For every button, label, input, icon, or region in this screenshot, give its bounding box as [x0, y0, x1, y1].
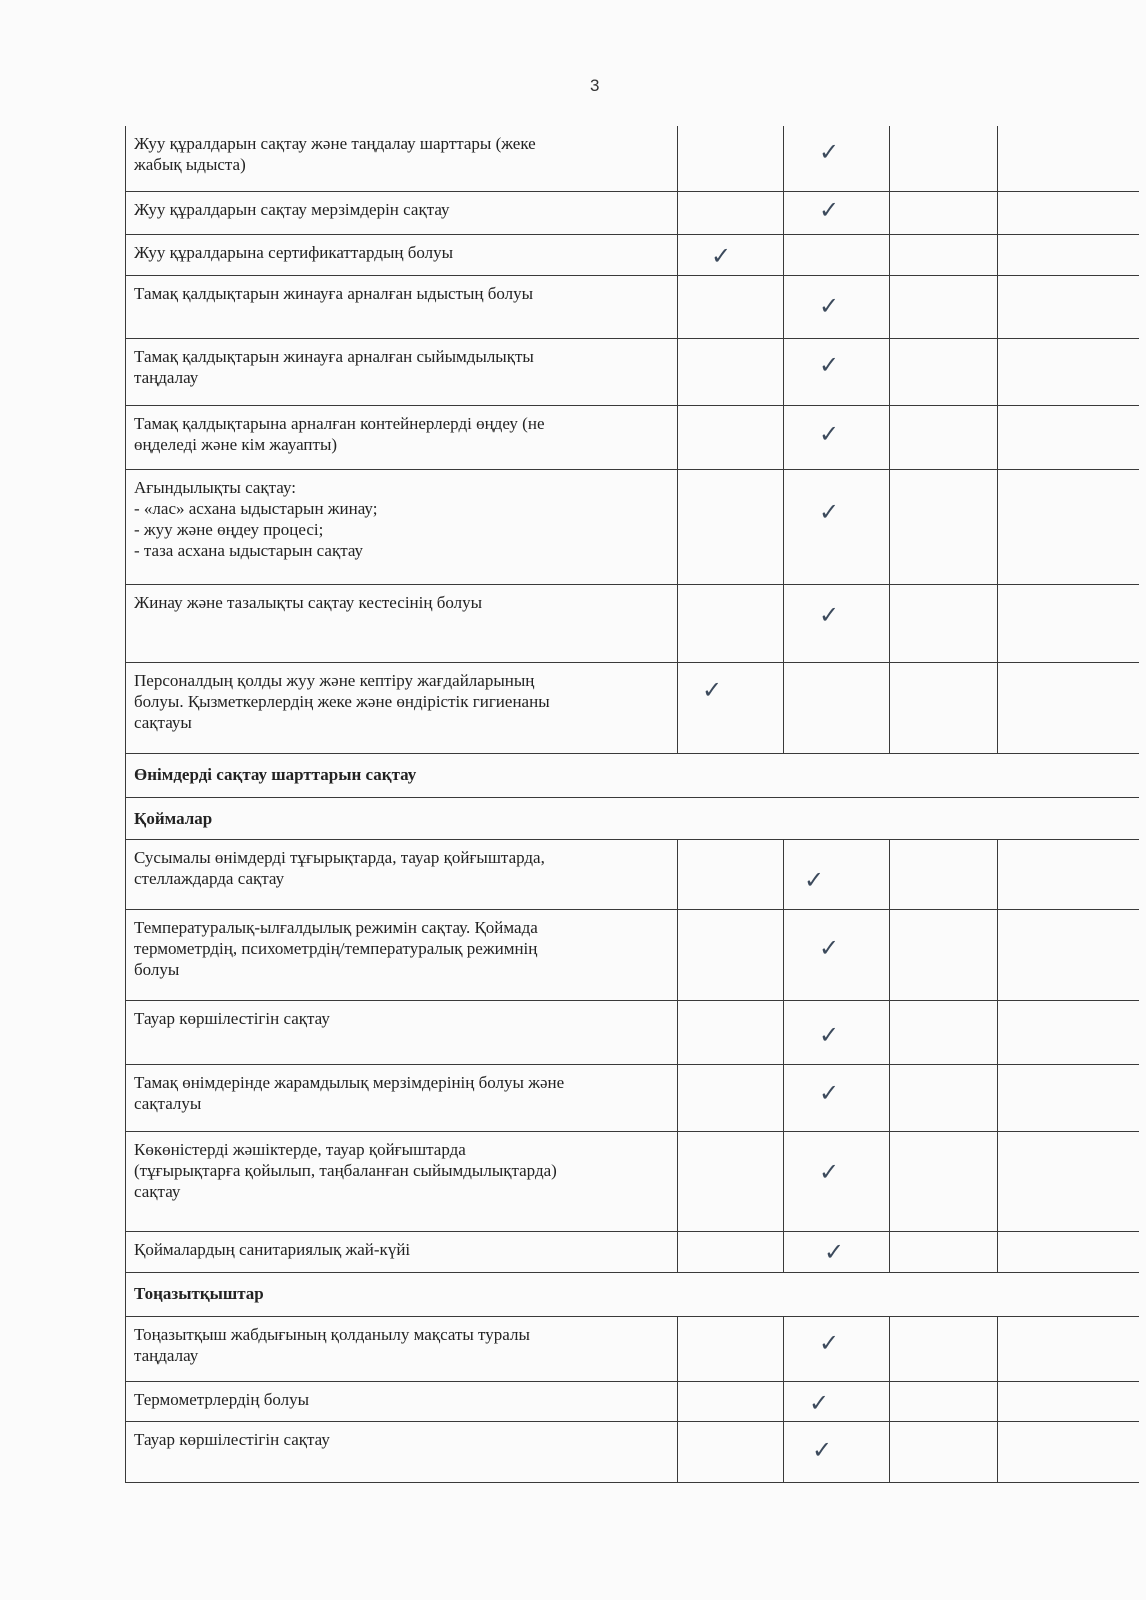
mark-cell-col3	[890, 584, 998, 662]
description-line: (тұғырықтарға қойылып, таңбаланған сыйымдылықтарда)	[134, 1160, 557, 1180]
description-line: Жуу құралдарын сақтау және таңдалау шарттары (жеке	[134, 134, 536, 153]
requirement-description	[126, 1231, 678, 1272]
check-mark-icon: ✓	[819, 350, 840, 379]
mark-cell-col3	[890, 405, 998, 469]
requirement-description	[126, 839, 678, 909]
checklist-row	[126, 405, 1139, 469]
description-line: - «лас» асхана ыдыстарын жинау;	[134, 498, 378, 518]
mark-cell-col4	[998, 1381, 1139, 1421]
mark-cell-col3	[890, 1421, 998, 1482]
check-mark-icon: ✓	[819, 497, 840, 526]
requirement-description	[126, 1064, 678, 1131]
mark-cell-col4	[998, 1231, 1139, 1272]
description-line: Тамақ қалдықтарын жинауға арналған сыйымдылықты	[134, 346, 534, 366]
section-row	[126, 753, 1139, 797]
description-line: - таза асхана ыдыстарын сақтау	[134, 540, 364, 560]
description-line: Термометрлердің болуы	[134, 1389, 310, 1409]
mark-cell-col1	[678, 1381, 784, 1421]
mark-cell-col2	[784, 662, 890, 753]
mark-cell-col4	[998, 839, 1139, 909]
mark-cell-col1	[678, 909, 784, 1000]
mark-cell-col3	[890, 234, 998, 275]
description-line: болуы	[134, 959, 180, 979]
mark-cell-col3	[890, 1231, 998, 1272]
description-line: Қоймалардың санитариялық жай-күйі	[134, 1239, 411, 1259]
mark-cell-col1	[678, 126, 784, 191]
checklist-row	[126, 126, 1139, 191]
description-line: сақтауы	[134, 712, 192, 732]
requirement-description	[126, 909, 678, 1000]
description-line: - жуу және өңдеу процесі;	[134, 519, 324, 539]
description-line: Персоналдың қолды жуу және кептіру жағдайларының	[134, 670, 535, 690]
check-mark-icon: ✓	[812, 1435, 833, 1464]
description-line: стеллаждарда сақтау	[134, 868, 285, 888]
checklist-row	[126, 1000, 1139, 1064]
requirement-description	[126, 584, 678, 662]
check-mark-icon: ✓	[819, 933, 840, 962]
mark-cell-col2	[784, 1064, 890, 1131]
check-mark-icon: ✓	[819, 1020, 840, 1049]
mark-cell-col4	[998, 1131, 1139, 1231]
checklist-row	[126, 1421, 1139, 1482]
requirement-description	[126, 338, 678, 405]
description-line: Жуу құралдарына сертификаттардың болуы	[134, 242, 454, 262]
mark-cell-col3	[890, 839, 998, 909]
section-title: Қоймалар	[126, 797, 1139, 839]
description-line: Жуу құралдарын сақтау мерзімдерін сақтау	[134, 199, 450, 219]
checklist-row	[126, 275, 1139, 338]
mark-cell-col3	[890, 909, 998, 1000]
mark-cell-col1	[678, 1231, 784, 1272]
mark-cell-col4	[998, 126, 1139, 191]
mark-cell-col4	[998, 338, 1139, 405]
check-mark-icon: ✓	[711, 241, 732, 270]
mark-cell-col2	[784, 469, 890, 584]
mark-cell-col4	[998, 275, 1139, 338]
checklist-row	[126, 1064, 1139, 1131]
description-line: жабық ыдыста)	[134, 155, 246, 174]
requirement-description	[126, 275, 678, 338]
mark-cell-col3	[890, 338, 998, 405]
mark-cell-col1	[678, 1316, 784, 1381]
section-row	[126, 1272, 1139, 1316]
mark-cell-col1	[678, 1131, 784, 1231]
requirement-description	[126, 1381, 678, 1421]
mark-cell-col1	[678, 275, 784, 338]
section-title: Өнімдерді сақтау шарттарын сақтау	[126, 753, 1139, 797]
page-number: 3	[590, 76, 600, 95]
check-mark-icon: ✓	[819, 291, 840, 320]
requirement-description	[126, 405, 678, 469]
requirement-description	[126, 234, 678, 275]
checklist-row	[126, 234, 1139, 275]
description-line: таңдалау	[134, 1345, 199, 1365]
mark-cell-col3	[890, 1064, 998, 1131]
description-line: Тамақ қалдықтарына арналған контейнерлерді өңдеу (не	[134, 413, 545, 433]
description-line: сақталуы	[134, 1093, 202, 1113]
section-title: Тоңазытқыштар	[126, 1272, 1139, 1316]
check-mark-icon: ✓	[819, 195, 840, 224]
checklist-row	[126, 1131, 1139, 1231]
mark-cell-col2	[784, 1131, 890, 1231]
mark-cell-col1	[678, 839, 784, 909]
mark-cell-col3	[890, 126, 998, 191]
mark-cell-col2	[784, 405, 890, 469]
description-line: Тауар көршілестігін сақтау	[134, 1429, 330, 1449]
check-mark-icon: ✓	[819, 1078, 840, 1107]
mark-cell-col1	[678, 338, 784, 405]
description-line: Ағындылықты сақтау:	[134, 477, 296, 497]
mark-cell-col2	[784, 909, 890, 1000]
requirement-description	[126, 1421, 678, 1482]
mark-cell-col4	[998, 234, 1139, 275]
check-mark-icon: ✓	[819, 419, 840, 448]
mark-cell-col4	[998, 1421, 1139, 1482]
mark-cell-col4	[998, 191, 1139, 234]
requirement-description	[126, 1131, 678, 1231]
mark-cell-col3	[890, 275, 998, 338]
mark-cell-col1	[678, 662, 784, 753]
mark-cell-col4	[998, 584, 1139, 662]
description-line: Температуралық-ылғалдылық режимін сақтау. Қоймада	[134, 917, 538, 937]
checklist-row	[126, 469, 1139, 584]
description-line: Сусымалы өнімдерді тұғырықтарда, тауар қойғыштарда,	[134, 847, 545, 867]
description-line: Көкөністерді жәшіктерде, тауар қойғыштарда	[134, 1139, 466, 1159]
mark-cell-col2	[784, 126, 890, 191]
checklist-row	[126, 338, 1139, 405]
requirement-description	[126, 1000, 678, 1064]
checklist-row	[126, 662, 1139, 753]
mark-cell-col1	[678, 584, 784, 662]
mark-cell-col2	[784, 1231, 890, 1272]
mark-cell-col1	[678, 405, 784, 469]
mark-cell-col2	[784, 584, 890, 662]
description-line: өңделеді және кім жауапты)	[134, 434, 338, 454]
mark-cell-col2	[784, 191, 890, 234]
mark-cell-col2	[784, 1381, 890, 1421]
mark-cell-col1	[678, 234, 784, 275]
mark-cell-col4	[998, 1316, 1139, 1381]
mark-cell-col1	[678, 1421, 784, 1482]
mark-cell-col4	[998, 405, 1139, 469]
description-line: таңдалау	[134, 367, 199, 387]
mark-cell-col3	[890, 191, 998, 234]
mark-cell-col1	[678, 1064, 784, 1131]
check-mark-icon: ✓	[819, 138, 840, 166]
mark-cell-col4	[998, 909, 1139, 1000]
mark-cell-col3	[890, 1381, 998, 1421]
checklist-row	[126, 584, 1139, 662]
description-line: Тамақ өнімдерінде жарамдылық мерзімдерінің болуы және	[134, 1072, 565, 1092]
check-mark-icon: ✓	[804, 865, 825, 894]
mark-cell-col2	[784, 1000, 890, 1064]
requirement-description	[126, 126, 678, 191]
requirement-description	[126, 469, 678, 584]
description-line: сақтау	[134, 1181, 181, 1201]
mark-cell-col3	[890, 469, 998, 584]
checklist-row	[126, 1381, 1139, 1421]
mark-cell-col3	[890, 1000, 998, 1064]
description-line: Тоңазытқыш жабдығының қолданылу мақсаты туралы	[134, 1324, 530, 1344]
mark-cell-col3	[890, 1316, 998, 1381]
mark-cell-col2	[784, 839, 890, 909]
description-line: Жинау және тазалықты сақтау кестесінің болуы	[134, 592, 483, 612]
requirement-description	[126, 1316, 678, 1381]
mark-cell-col2	[784, 1316, 890, 1381]
mark-cell-col4	[998, 662, 1139, 753]
mark-cell-col1	[678, 469, 784, 584]
mark-cell-col2	[784, 234, 890, 275]
checklist-row	[126, 1316, 1139, 1381]
mark-cell-col4	[998, 469, 1139, 584]
mark-cell-col1	[678, 191, 784, 234]
mark-cell-col2	[784, 1421, 890, 1482]
check-mark-icon: ✓	[819, 600, 840, 629]
check-mark-icon: ✓	[819, 1157, 840, 1186]
mark-cell-col3	[890, 662, 998, 753]
mark-cell-col4	[998, 1064, 1139, 1131]
description-line: Тауар көршілестігін сақтау	[134, 1008, 330, 1028]
mark-cell-col2	[784, 338, 890, 405]
section-row	[126, 797, 1139, 839]
description-line: термометрдің, психометрдің/температуралық режимнің	[134, 938, 538, 958]
mark-cell-col1	[678, 1000, 784, 1064]
check-mark-icon: ✓	[824, 1237, 845, 1266]
check-mark-icon: ✓	[809, 1388, 830, 1417]
requirement-description	[126, 191, 678, 234]
check-mark-icon: ✓	[702, 675, 723, 704]
requirement-description	[126, 662, 678, 753]
mark-cell-col2	[784, 275, 890, 338]
checklist-row	[126, 191, 1139, 234]
description-line: болуы. Қызметкерлердің жеке және өндірістік гигиенаны	[134, 691, 550, 711]
mark-cell-col3	[890, 1131, 998, 1231]
description-line: Тамақ қалдықтарын жинауға арналған ыдыстың болуы	[134, 283, 534, 303]
mark-cell-col4	[998, 1000, 1139, 1064]
check-mark-icon: ✓	[819, 1328, 840, 1357]
checklist-row	[126, 839, 1139, 909]
checklist-row	[126, 909, 1139, 1000]
inspection-checklist-table	[125, 126, 1139, 1483]
checklist-row	[126, 1231, 1139, 1272]
